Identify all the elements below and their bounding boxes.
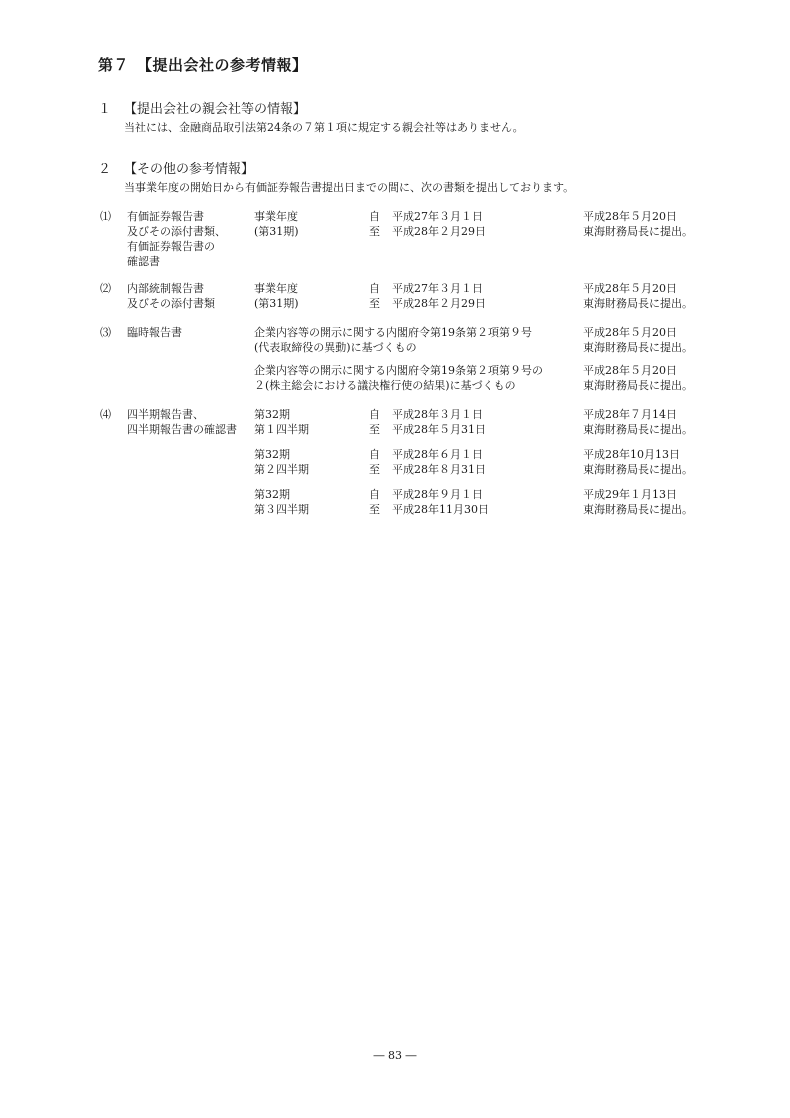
period-start: 平成27年３月１日 xyxy=(392,282,483,295)
to-label: 至 xyxy=(369,297,380,310)
period-start: 平成27年３月１日 xyxy=(392,210,483,223)
from-label: 自 xyxy=(369,448,380,461)
filing-destination: 東海財務局長に提出。 xyxy=(583,463,693,476)
page-number: ― 83 ― xyxy=(373,1049,417,1062)
fiscal-period: (第31期) xyxy=(254,297,299,310)
document-name: 及びその添付書類 xyxy=(127,297,215,310)
section1-number: １ xyxy=(98,102,112,117)
report-basis: 企業内容等の開示に関する内閣府令第19条第２項第９号 xyxy=(254,326,532,339)
section1-title: 【提出会社の親会社等の情報】 xyxy=(124,102,307,117)
document-name: 内部統制報告書 xyxy=(127,282,204,295)
section2-number: ２ xyxy=(98,162,112,177)
period-start: 平成28年６月１日 xyxy=(392,448,483,461)
from-label: 自 xyxy=(369,408,380,421)
section1-heading xyxy=(98,98,306,117)
document-name: 臨時報告書 xyxy=(127,326,182,339)
document-name: 有価証券報告書の xyxy=(127,240,215,253)
document-name: 及びその添付書類、 xyxy=(127,225,226,238)
filing-destination: 東海財務局長に提出。 xyxy=(583,503,693,516)
section2-body: 当事業年度の開始日から有価証券報告書提出日までの間に、次の書類を提出しております。 xyxy=(124,181,575,194)
fiscal-period: 第３四半期 xyxy=(254,503,309,516)
to-label: 至 xyxy=(369,423,380,436)
fiscal-period: 事業年度 xyxy=(254,282,298,295)
period-end: 平成28年８月31日 xyxy=(392,463,486,476)
filing-destination: 東海財務局長に提出。 xyxy=(583,423,693,436)
section2-title: 【その他の参考情報】 xyxy=(124,162,255,177)
report-basis: (代表取締役の異動)に基づくもの xyxy=(254,341,417,354)
section1-body: 当社には、金融商品取引法第24条の７第１項に規定する親会社等はありません。 xyxy=(124,121,524,134)
item-number: ⑶ xyxy=(100,326,111,339)
item-number: ⑴ xyxy=(100,210,111,223)
document-name: 四半期報告書、 xyxy=(127,408,204,421)
fiscal-period: 第32期 xyxy=(254,448,290,461)
fiscal-period: 第２四半期 xyxy=(254,463,309,476)
filing-date: 平成28年５月20日 xyxy=(583,210,677,223)
fiscal-period: 第32期 xyxy=(254,488,290,501)
period-start: 平成28年３月１日 xyxy=(392,408,483,421)
filing-date: 平成28年５月20日 xyxy=(583,364,677,377)
period-end: 平成28年11月30日 xyxy=(392,503,489,516)
document-name: 四半期報告書の確認書 xyxy=(127,423,237,436)
filing-date: 平成29年１月13日 xyxy=(583,488,677,501)
fiscal-period: 第32期 xyxy=(254,408,290,421)
fiscal-period: 事業年度 xyxy=(254,210,298,223)
period-end: 平成28年２月29日 xyxy=(392,225,486,238)
from-label: 自 xyxy=(369,282,380,295)
filing-destination: 東海財務局長に提出。 xyxy=(583,379,693,392)
period-end: 平成28年５月31日 xyxy=(392,423,486,436)
from-label: 自 xyxy=(369,210,380,223)
period-start: 平成28年９月１日 xyxy=(392,488,483,501)
page-title: 第７ 【提出会社の参考情報】 xyxy=(98,56,308,74)
item-number: ⑷ xyxy=(100,408,111,421)
item-number: ⑵ xyxy=(100,282,111,295)
section2-heading xyxy=(98,158,254,177)
fiscal-period: (第31期) xyxy=(254,225,299,238)
filing-destination: 東海財務局長に提出。 xyxy=(583,225,693,238)
to-label: 至 xyxy=(369,463,380,476)
to-label: 至 xyxy=(369,503,380,516)
report-basis: ２(株主総会における議決権行使の結果)に基づくもの xyxy=(254,379,516,392)
filing-destination: 東海財務局長に提出。 xyxy=(583,341,693,354)
filing-date: 平成28年５月20日 xyxy=(583,282,677,295)
filing-date: 平成28年10月13日 xyxy=(583,448,680,461)
filing-date: 平成28年７月14日 xyxy=(583,408,677,421)
filing-destination: 東海財務局長に提出。 xyxy=(583,297,693,310)
document-name: 有価証券報告書 xyxy=(127,210,204,223)
report-basis: 企業内容等の開示に関する内閣府令第19条第２項第９号の xyxy=(254,364,543,377)
to-label: 至 xyxy=(369,225,380,238)
filing-date: 平成28年５月20日 xyxy=(583,326,677,339)
period-end: 平成28年２月29日 xyxy=(392,297,486,310)
from-label: 自 xyxy=(369,488,380,501)
fiscal-period: 第１四半期 xyxy=(254,423,309,436)
document-name: 確認書 xyxy=(127,255,160,268)
